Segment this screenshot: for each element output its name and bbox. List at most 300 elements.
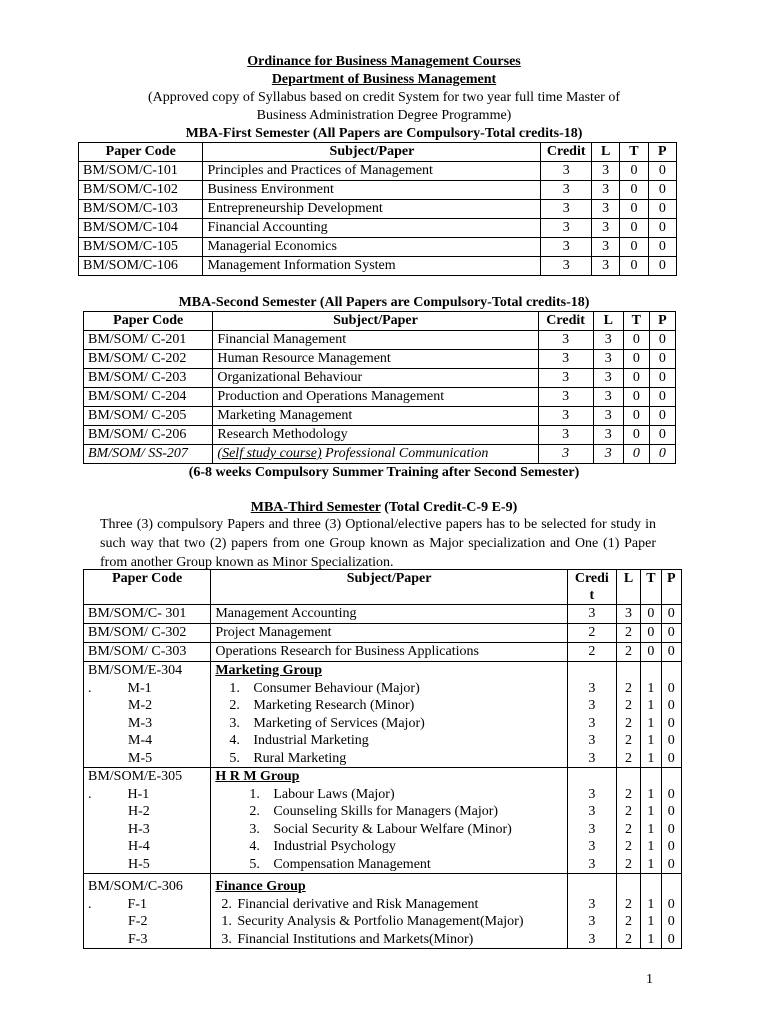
group-sub-code-line <box>88 786 206 804</box>
p-value: 0 <box>667 750 675 766</box>
group-subject-cell <box>211 874 568 949</box>
elective-group-row <box>84 662 682 768</box>
document-title: Ordinance for Business Management Courses <box>247 54 521 69</box>
spacer <box>568 768 616 786</box>
item-number: 3. <box>229 715 240 731</box>
paper-code: BM/SOM/C-105 <box>79 238 203 257</box>
col-credit: Credit <box>538 312 593 331</box>
p-value: 0 <box>667 914 675 929</box>
col-l: L <box>593 312 623 331</box>
p-value: 0 <box>648 219 676 238</box>
sem3-heading-main: MBA-Third Semester <box>250 500 381 515</box>
subject: Managerial Economics <box>203 238 541 257</box>
table-row <box>79 200 677 219</box>
credit: 3 <box>541 200 592 219</box>
spacer <box>641 878 660 896</box>
approval-note: (Approved copy of Syllabus based on credit System for two year full time Master of Business Administration Degree Programme) <box>147 90 620 123</box>
t-value: 0 <box>620 219 648 238</box>
credit: 3 <box>541 257 592 276</box>
item-name: Marketing Research (Minor) <box>253 698 415 713</box>
group-sub-code-line <box>88 680 206 698</box>
group-code-cell <box>84 768 211 874</box>
sub-code: M-4 <box>128 733 153 748</box>
credit: 3 <box>588 733 596 748</box>
table-row <box>84 369 676 388</box>
t-value: 1 <box>647 931 655 947</box>
page-number: 1 <box>646 972 653 987</box>
spacer <box>568 878 616 896</box>
col-subject: Subject/Paper <box>211 570 568 605</box>
paper-code: BM/SOM/ C-203 <box>84 369 213 388</box>
group-sub-code-line <box>88 821 206 839</box>
paper-code: BM/SOM/ C-202 <box>84 350 213 369</box>
l-value: 3 <box>591 238 619 257</box>
t-value: 0 <box>623 407 649 426</box>
col-t: T <box>641 570 661 605</box>
subject <box>213 445 538 464</box>
credit: 3 <box>538 407 593 426</box>
t-value: 0 <box>623 350 649 369</box>
group-subject-line <box>215 732 563 750</box>
group-subject-line <box>215 680 563 698</box>
item-number: 2. <box>221 896 232 912</box>
t-value: 1 <box>647 896 655 912</box>
sem1-header-row <box>79 143 677 162</box>
l-value-cell <box>616 874 640 949</box>
p-value: 0 <box>667 698 675 713</box>
spacer <box>617 768 640 786</box>
subject: Principles and Practices of Management <box>203 162 541 181</box>
item-number: 1. <box>229 680 240 696</box>
l-value: 3 <box>593 407 623 426</box>
credit-cell <box>567 662 616 768</box>
sem1-table <box>78 142 677 276</box>
group-sub-code-line <box>88 750 206 768</box>
col-credit: Credit <box>541 143 592 162</box>
spacer <box>641 662 660 680</box>
paper-code: BM/SOM/ C-303 <box>84 643 211 662</box>
credit: 3 <box>541 162 592 181</box>
p-value: 0 <box>648 200 676 219</box>
item-number: 2. <box>249 804 260 819</box>
group-sub-code-line <box>88 931 206 949</box>
sub-code: H-3 <box>128 821 150 837</box>
item-name: Financial derivative and Risk Management <box>237 896 479 912</box>
group-sub-code-line <box>88 732 206 750</box>
group-title: H R M Group <box>215 769 300 784</box>
l-value: 3 <box>593 445 623 464</box>
l-value: 3 <box>593 369 623 388</box>
t-value: 1 <box>647 856 655 872</box>
p-value: 0 <box>648 162 676 181</box>
table-row <box>79 181 677 200</box>
paper-code: BM/SOM/ C-204 <box>84 388 213 407</box>
item-number: 4. <box>229 733 240 748</box>
col-p: P <box>661 570 681 605</box>
col-p: P <box>648 143 676 162</box>
p-value: 0 <box>649 331 675 350</box>
self-study-row <box>84 445 676 464</box>
l-value: 3 <box>591 200 619 219</box>
t-value: 1 <box>647 750 655 766</box>
t-value: 1 <box>647 786 655 802</box>
group-subject-line <box>215 931 563 949</box>
l-value-cell <box>616 768 640 874</box>
t-value: 1 <box>647 804 655 819</box>
paper-code: BM/SOM/ SS-207 <box>84 445 213 464</box>
credit: 3 <box>538 426 593 445</box>
credit: 3 <box>588 680 596 696</box>
group-code: BM/SOM/E-305 <box>88 769 183 784</box>
credit: 3 <box>541 219 592 238</box>
group-subject-line <box>215 856 563 874</box>
table-row <box>84 350 676 369</box>
subject: Financial Accounting <box>203 219 541 238</box>
subject: Operations Research for Business Applications <box>211 643 568 662</box>
group-sub-code-line <box>88 856 206 874</box>
t-value: 1 <box>647 733 655 748</box>
l-value: 3 <box>593 350 623 369</box>
credit: 3 <box>588 839 596 854</box>
dot-marker: . <box>88 896 92 912</box>
group-code-cell <box>84 874 211 949</box>
group-sub-code-line <box>88 838 206 856</box>
p-value: 0 <box>667 896 675 912</box>
l-value: 3 <box>593 388 623 407</box>
credit: 3 <box>538 445 593 464</box>
col-paper-code: Paper Code <box>79 143 203 162</box>
group-subject-line <box>215 896 563 914</box>
paper-code: BM/SOM/C-101 <box>79 162 203 181</box>
group-sub-code-line <box>88 697 206 715</box>
sub-code: F-1 <box>127 896 147 912</box>
item-name: Labour Laws (Major) <box>273 786 395 802</box>
table-row <box>79 219 677 238</box>
l-value: 2 <box>624 839 632 854</box>
l-value: 2 <box>624 715 632 731</box>
group-subject-line <box>215 838 563 856</box>
sem2-header-row <box>84 312 676 331</box>
subject: Project Management <box>211 624 568 643</box>
table-row <box>79 238 677 257</box>
subject: Organizational Behaviour <box>213 369 538 388</box>
sub-code: H-2 <box>128 804 150 819</box>
l-value: 2 <box>624 821 632 837</box>
spacer <box>641 768 660 786</box>
credit: 3 <box>588 896 596 912</box>
subject: Business Environment <box>203 181 541 200</box>
spacer <box>617 662 640 680</box>
subject: Financial Management <box>213 331 538 350</box>
group-subject-line <box>215 697 563 715</box>
col-credit-line1: Credi <box>574 571 609 586</box>
spacer <box>662 768 681 786</box>
t-value: 0 <box>620 200 648 219</box>
group-subject-line <box>215 750 563 768</box>
l-value: 2 <box>624 786 632 802</box>
credit: 3 <box>567 605 616 624</box>
p-value: 0 <box>649 350 675 369</box>
group-sub-code-line <box>88 896 206 914</box>
l-value: 2 <box>624 914 632 929</box>
subject: Human Resource Management <box>213 350 538 369</box>
item-name: Industrial Marketing <box>253 733 369 748</box>
p-value: 0 <box>649 445 675 464</box>
l-value: 3 <box>591 257 619 276</box>
sem2-heading: MBA-Second Semester (All Papers are Compulsory-Total credits-18) <box>178 295 590 310</box>
subject: Production and Operations Management <box>213 388 538 407</box>
p-value: 0 <box>649 388 675 407</box>
credit: 3 <box>538 331 593 350</box>
col-p: P <box>649 312 675 331</box>
item-number: 2. <box>229 698 240 713</box>
sem3-heading-sub: (Total Credit-C-9 E-9) <box>380 500 518 515</box>
paper-code: BM/SOM/C- 301 <box>84 605 211 624</box>
summer-training-note: (6-8 weeks Compulsory Summer Training after Second Semester) <box>188 465 580 480</box>
col-credit-line2: t <box>589 588 595 603</box>
p-value: 0 <box>667 931 675 947</box>
group-subject-line <box>215 786 563 804</box>
col-l: L <box>616 570 640 605</box>
l-value: 2 <box>624 698 632 713</box>
spacer <box>568 662 616 680</box>
t-value-cell <box>641 874 661 949</box>
credit: 2 <box>567 643 616 662</box>
sub-code: H-4 <box>128 839 150 854</box>
col-credit <box>567 570 616 605</box>
department-title: Department of Business Management <box>271 72 497 87</box>
p-value: 0 <box>667 680 675 696</box>
paper-code: BM/SOM/ C-302 <box>84 624 211 643</box>
elective-group-row <box>84 874 682 949</box>
l-value: 2 <box>624 896 632 912</box>
t-value: 1 <box>647 715 655 731</box>
table-row <box>84 331 676 350</box>
p-value: 0 <box>667 804 675 819</box>
sub-code: M-3 <box>128 715 153 731</box>
col-subject: Subject/Paper <box>213 312 538 331</box>
spacer <box>662 662 681 680</box>
credit: 2 <box>567 624 616 643</box>
sub-code: M-5 <box>128 750 153 766</box>
t-value: 0 <box>623 388 649 407</box>
col-t: T <box>620 143 648 162</box>
item-name: Rural Marketing <box>253 750 347 766</box>
credit: 3 <box>588 914 596 929</box>
sub-code: M-2 <box>128 698 153 713</box>
p-value: 0 <box>661 624 681 643</box>
t-value: 0 <box>620 238 648 257</box>
credit: 3 <box>588 931 596 947</box>
p-value: 0 <box>649 407 675 426</box>
t-value: 0 <box>623 445 649 464</box>
t-value: 1 <box>647 839 655 854</box>
l-value: 3 <box>591 162 619 181</box>
l-value: 3 <box>616 605 640 624</box>
sub-code: F-2 <box>128 914 148 929</box>
group-subject-line <box>215 821 563 839</box>
table-row <box>84 624 682 643</box>
col-paper-code: Paper Code <box>84 312 213 331</box>
credit: 3 <box>588 821 596 837</box>
paper-code: BM/SOM/C-102 <box>79 181 203 200</box>
sem3-intro: Three (3) compulsory Papers and three (3) Optional/elective papers has to be selected for study in such way that two (2) papers from one Group known as Major specialization and One (1) Paper from another Group known as Minor Specialization. <box>100 517 656 570</box>
l-value: 2 <box>616 624 640 643</box>
group-subject-cell <box>211 768 568 874</box>
p-value: 0 <box>667 839 675 854</box>
t-value: 0 <box>623 369 649 388</box>
p-value: 0 <box>667 733 675 748</box>
l-value: 2 <box>624 733 632 748</box>
item-name: Industrial Psychology <box>273 839 396 854</box>
credit: 3 <box>541 181 592 200</box>
table-row <box>79 162 677 181</box>
group-title: Marketing Group <box>215 663 323 678</box>
paper-code: BM/SOM/C-104 <box>79 219 203 238</box>
t-value: 1 <box>647 698 655 713</box>
table-row <box>84 605 682 624</box>
subject: Management Information System <box>203 257 541 276</box>
credit-cell <box>567 768 616 874</box>
group-title: Finance Group <box>215 879 306 894</box>
group-code-cell <box>84 662 211 768</box>
t-value: 0 <box>641 605 661 624</box>
col-subject: Subject/Paper <box>203 143 541 162</box>
paper-code: BM/SOM/ C-206 <box>84 426 213 445</box>
l-value: 3 <box>593 426 623 445</box>
p-value: 0 <box>667 786 675 802</box>
table-row <box>84 407 676 426</box>
p-value: 0 <box>667 856 675 872</box>
credit: 3 <box>588 698 596 713</box>
p-value: 0 <box>667 715 675 731</box>
paper-code: BM/SOM/ C-205 <box>84 407 213 426</box>
t-value: 0 <box>641 643 661 662</box>
l-value: 2 <box>616 643 640 662</box>
subject: Research Methodology <box>213 426 538 445</box>
group-subject-cell <box>211 662 568 768</box>
table-row <box>84 426 676 445</box>
p-value: 0 <box>648 238 676 257</box>
p-value-cell <box>661 874 681 949</box>
item-number: 5. <box>249 856 260 872</box>
sub-code: M-1 <box>127 680 152 696</box>
group-sub-code-line <box>88 913 206 931</box>
t-value: 0 <box>620 162 648 181</box>
paper-code: BM/SOM/ C-201 <box>84 331 213 350</box>
t-value: 1 <box>647 914 655 929</box>
sem3-header-row <box>84 570 682 605</box>
item-number: 3. <box>249 821 260 837</box>
item-number: 4. <box>249 839 260 854</box>
item-name: Compensation Management <box>273 856 431 872</box>
p-value: 0 <box>649 369 675 388</box>
item-name: Counseling Skills for Managers (Major) <box>273 804 499 819</box>
credit-cell <box>567 874 616 949</box>
l-value: 2 <box>624 680 632 696</box>
group-code: BM/SOM/C-306 <box>88 879 183 894</box>
group-subject-line <box>215 715 563 733</box>
col-l: L <box>591 143 619 162</box>
credit: 3 <box>588 804 596 819</box>
t-value-cell <box>641 662 661 768</box>
t-value: 0 <box>641 624 661 643</box>
table-row <box>84 388 676 407</box>
t-value: 0 <box>623 426 649 445</box>
p-value: 0 <box>661 643 681 662</box>
group-subject-line <box>215 803 563 821</box>
t-value: 0 <box>620 181 648 200</box>
item-number: 1. <box>221 914 232 929</box>
item-name: Financial Institutions and Markets(Minor) <box>237 931 474 947</box>
dot-marker: . <box>88 786 92 802</box>
subject: Entrepreneurship Development <box>203 200 541 219</box>
l-value: 2 <box>624 856 632 872</box>
credit: 3 <box>588 750 596 766</box>
spacer <box>617 878 640 896</box>
table-row <box>79 257 677 276</box>
group-code: BM/SOM/E-304 <box>88 663 183 678</box>
item-name: Security Analysis & Portfolio Management(Major) <box>237 914 524 929</box>
col-t: T <box>623 312 649 331</box>
item-number: 3. <box>221 931 232 947</box>
p-value-cell <box>661 768 681 874</box>
sub-code: H-1 <box>127 786 150 802</box>
l-value: 3 <box>593 331 623 350</box>
credit: 3 <box>588 786 596 802</box>
group-sub-code-line <box>88 803 206 821</box>
paper-code: BM/SOM/C-106 <box>79 257 203 276</box>
credit: 3 <box>588 856 596 872</box>
t-value: 0 <box>623 331 649 350</box>
l-value-cell <box>616 662 640 768</box>
t-value: 1 <box>647 821 655 837</box>
subject: Marketing Management <box>213 407 538 426</box>
t-value-cell <box>641 768 661 874</box>
t-value: 0 <box>620 257 648 276</box>
l-value: 2 <box>624 931 632 947</box>
l-value: 2 <box>624 804 632 819</box>
credit: 3 <box>538 388 593 407</box>
p-value: 0 <box>648 257 676 276</box>
table-row <box>84 643 682 662</box>
sub-code: F-3 <box>128 931 148 947</box>
elective-group-row <box>84 768 682 874</box>
group-sub-code-line <box>88 715 206 733</box>
self-study-label: (Self study course) <box>217 446 322 461</box>
t-value: 1 <box>647 680 655 696</box>
dot-marker: . <box>88 680 92 696</box>
l-value: 2 <box>624 750 632 766</box>
paper-code: BM/SOM/C-103 <box>79 200 203 219</box>
l-value: 3 <box>591 181 619 200</box>
subject: Management Accounting <box>211 605 568 624</box>
col-paper-code: Paper Code <box>84 570 211 605</box>
spacer <box>662 878 681 896</box>
group-subject-line <box>215 913 563 931</box>
sem2-table <box>83 311 676 464</box>
p-value: 0 <box>667 821 675 837</box>
p-value: 0 <box>649 426 675 445</box>
sub-code: H-5 <box>128 856 150 872</box>
credit: 3 <box>588 715 596 731</box>
credit: 3 <box>538 369 593 388</box>
sem3-table <box>83 569 682 949</box>
sem1-heading: MBA-First Semester (All Papers are Compulsory-Total credits-18) <box>185 126 583 141</box>
item-number: 5. <box>229 750 240 766</box>
p-value-cell <box>661 662 681 768</box>
item-name: Marketing of Services (Major) <box>253 715 425 731</box>
